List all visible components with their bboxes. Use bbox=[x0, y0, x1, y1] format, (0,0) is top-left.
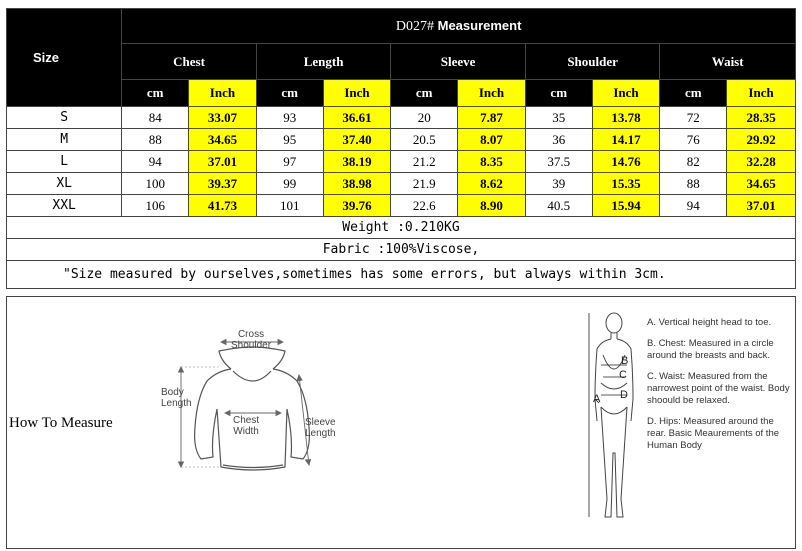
unit-cm: cm bbox=[391, 80, 458, 107]
cell-cm: 93 bbox=[256, 107, 323, 129]
table-row bbox=[7, 151, 796, 173]
size-chart bbox=[6, 8, 796, 548]
unit-inch: Inch bbox=[189, 80, 257, 107]
cell-inch: 7.87 bbox=[458, 107, 526, 129]
title-text: Measurement bbox=[437, 17, 522, 33]
cell-inch: 41.73 bbox=[189, 195, 257, 217]
unit-cm: cm bbox=[660, 80, 727, 107]
column-header-waist: Waist bbox=[660, 44, 796, 80]
unit-cm: cm bbox=[525, 80, 592, 107]
note-line: "Size measured by ourselves,sometimes has some errors, but always within 3cm. bbox=[7, 261, 796, 289]
cell-inch: 38.98 bbox=[323, 173, 391, 195]
cell-cm: 37.5 bbox=[525, 151, 592, 173]
measure-section bbox=[6, 296, 796, 549]
body-note: A. Vertical height head to toe. bbox=[647, 317, 772, 328]
cell-inch: 8.35 bbox=[458, 151, 526, 173]
cell-inch: 32.28 bbox=[727, 151, 796, 173]
cell-cm: 21.2 bbox=[391, 151, 458, 173]
body-note: C. Waist: Measured from the narrowest point of the waist. Body shoould be relaxed. bbox=[647, 371, 790, 406]
human-figure-illustration bbox=[581, 303, 651, 539]
cell-cm: 35 bbox=[525, 107, 592, 129]
size-table bbox=[6, 8, 796, 289]
cell-cm: 82 bbox=[660, 151, 727, 173]
table-row bbox=[7, 173, 796, 195]
cell-cm: 20 bbox=[391, 107, 458, 129]
cell-cm: 100 bbox=[122, 173, 189, 195]
cell-inch: 29.92 bbox=[727, 129, 796, 151]
column-header-sleeve: Sleeve bbox=[391, 44, 526, 80]
cell-inch: 33.07 bbox=[189, 107, 257, 129]
cell-inch: 28.35 bbox=[727, 107, 796, 129]
cell-inch: 8.07 bbox=[458, 129, 526, 151]
cross-shoulder-label: Cross Shoulder bbox=[231, 329, 272, 351]
chest-width-label: Chest Width bbox=[233, 415, 260, 437]
unit-cm: cm bbox=[122, 80, 189, 107]
letter-d: D bbox=[620, 389, 628, 401]
cell-inch: 34.65 bbox=[189, 129, 257, 151]
cell-cm: 99 bbox=[256, 173, 323, 195]
body-note: B. Chest: Measured in a circle around the breasts and back. bbox=[647, 338, 774, 361]
column-header-length: Length bbox=[256, 44, 391, 80]
letter-b: B bbox=[621, 355, 629, 367]
cell-cm: 94 bbox=[660, 195, 727, 217]
cell-inch: 37.01 bbox=[727, 195, 796, 217]
row-size-label: S bbox=[7, 107, 122, 129]
cell-inch: 8.90 bbox=[458, 195, 526, 217]
cell-inch: 8.62 bbox=[458, 173, 526, 195]
cell-inch: 39.37 bbox=[189, 173, 257, 195]
letter-a: A bbox=[593, 393, 601, 405]
cell-cm: 88 bbox=[122, 129, 189, 151]
table-row bbox=[7, 107, 796, 129]
cell-cm: 97 bbox=[256, 151, 323, 173]
cell-cm: 20.5 bbox=[391, 129, 458, 151]
body-notes bbox=[647, 317, 792, 461]
cell-cm: 40.5 bbox=[525, 195, 592, 217]
body-length-label: Body Length bbox=[161, 387, 192, 409]
sleeve-length-label: Sleeve Length bbox=[305, 417, 336, 439]
cell-inch: 15.35 bbox=[592, 173, 660, 195]
unit-inch: Inch bbox=[727, 80, 796, 107]
letter-c: C bbox=[619, 369, 627, 381]
cell-cm: 106 bbox=[122, 195, 189, 217]
unit-cm: cm bbox=[256, 80, 323, 107]
cell-cm: 76 bbox=[660, 129, 727, 151]
size-header: Size bbox=[7, 9, 122, 107]
cell-inch: 39.76 bbox=[323, 195, 391, 217]
garment-diagram bbox=[161, 327, 351, 477]
unit-inch: Inch bbox=[458, 80, 526, 107]
column-header-shoulder: Shoulder bbox=[525, 44, 660, 80]
cell-inch: 14.17 bbox=[592, 129, 660, 151]
table-row bbox=[7, 195, 796, 217]
cell-inch: 34.65 bbox=[727, 173, 796, 195]
cell-inch: 13.78 bbox=[592, 107, 660, 129]
cell-cm: 94 bbox=[122, 151, 189, 173]
row-size-label: M bbox=[7, 129, 122, 151]
cell-cm: 22.6 bbox=[391, 195, 458, 217]
cell-inch: 37.01 bbox=[189, 151, 257, 173]
fabric-line: Fabric :100%Viscose, bbox=[7, 239, 796, 261]
how-to-measure-label: How To Measure bbox=[9, 415, 113, 431]
row-size-label: L bbox=[7, 151, 122, 173]
cell-cm: 95 bbox=[256, 129, 323, 151]
cell-cm: 101 bbox=[256, 195, 323, 217]
column-header-chest: Chest bbox=[122, 44, 257, 80]
unit-inch: Inch bbox=[323, 80, 391, 107]
cell-inch: 15.94 bbox=[592, 195, 660, 217]
cell-inch: 14.76 bbox=[592, 151, 660, 173]
cell-cm: 39 bbox=[525, 173, 592, 195]
weight-line: Weight :0.210KG bbox=[7, 217, 796, 239]
cell-cm: 72 bbox=[660, 107, 727, 129]
cell-inch: 37.40 bbox=[323, 129, 391, 151]
body-note: D. Hips: Measured around the rear. Basic Meaurements of the Human Body bbox=[647, 416, 780, 451]
table-row bbox=[7, 129, 796, 151]
title-code: D027# bbox=[395, 18, 434, 34]
cell-cm: 84 bbox=[122, 107, 189, 129]
row-size-label: XL bbox=[7, 173, 122, 195]
cell-cm: 21.9 bbox=[391, 173, 458, 195]
table-title bbox=[122, 9, 796, 44]
unit-inch: Inch bbox=[592, 80, 660, 107]
cell-cm: 36 bbox=[525, 129, 592, 151]
cell-cm: 88 bbox=[660, 173, 727, 195]
cell-inch: 36.61 bbox=[323, 107, 391, 129]
row-size-label: XXL bbox=[7, 195, 122, 217]
cell-inch: 38.19 bbox=[323, 151, 391, 173]
